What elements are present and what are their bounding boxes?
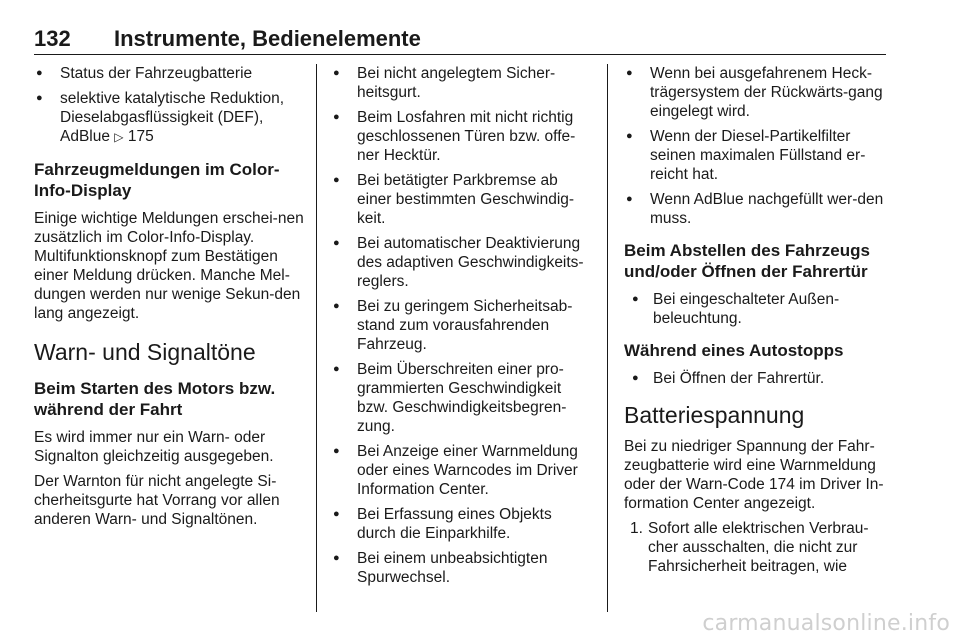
page-reference-arrow-icon: ▷ [114, 130, 124, 144]
list-item: ● Bei zu geringem Sicherheitsab-stand zum vorausfahrenden Fahrzeug. [331, 297, 593, 354]
list-item: ● Bei Öffnen der Fahrertür. [624, 369, 888, 388]
paragraph: Einige wichtige Meldungen erschei-nen zusätzlich im Color-Info-Display. Multifunktionsknopf zum Bestätigen einer Meldung drücken. Manche Mel-dungen werden nur wenige Sekun-den lang angezeigt. [34, 210, 304, 322]
bullet-list [624, 369, 888, 388]
bullet-list [624, 64, 888, 228]
list-item: ● Beim Überschreiten einer pro-grammierten Geschwindigkeit bzw. Geschwindigkeitsbegren-zung. [331, 360, 593, 436]
heading-abstellen: Beim Abstellen des Fahrzeugs und/oder Öffnen der Fahrertür [624, 241, 870, 281]
list-item: ● Bei eingeschalteter Außen-beleuchtung. [624, 290, 888, 328]
page-header [34, 26, 886, 55]
column-2 [331, 64, 593, 593]
list-item [624, 519, 888, 576]
heading-color-info-display: Fahrzeugmeldungen im Color-Info-Display [34, 160, 280, 200]
list-item: ● Wenn bei ausgefahrenem Heck-trägersystem der Rückwärts-gang eingelegt wird. [624, 64, 888, 121]
column-1 [34, 64, 304, 535]
page-reference[interactable]: 175 [127, 128, 154, 145]
paragraph: Es wird immer nur ein Warn- oder Signalton gleichzeitig ausgegeben. [34, 429, 274, 465]
list-item: ● Bei Anzeige einer Warnmeldung oder eines Warncodes im Driver Information Center. [331, 442, 593, 499]
heading-autostopp: Während eines Autostopps [624, 341, 844, 360]
section-title-warn-signaltoene: Warn- und Signaltöne [34, 339, 256, 365]
list-item: ● Beim Losfahren mit nicht richtig geschlossenen Türen bzw. offe-ner Hecktür. [331, 108, 593, 165]
watermark: carmanualsonline.info [702, 611, 950, 636]
bullet-list [331, 64, 593, 587]
bullet-list [34, 64, 304, 147]
list-item: ● Bei Erfassung eines Objekts durch die Einparkhilfe. [331, 505, 593, 543]
list-item: ● Bei einem unbeabsichtigten Spurwechsel. [331, 549, 593, 587]
list-item: ● Wenn der Diesel-Partikelfilter seinen maximalen Füllstand er-reicht hat. [624, 127, 888, 184]
column-divider-1 [316, 64, 317, 612]
heading-motorstart: Beim Starten des Motors bzw. während der Fahrt [34, 379, 276, 419]
bullet-list [624, 290, 888, 328]
section-title-batteriespannung: Batteriespannung [624, 402, 805, 428]
page-number: 132 [34, 26, 71, 51]
list-item [34, 89, 304, 147]
numbered-list [624, 519, 888, 576]
step-text: Sofort alle elektrischen Verbrau-cher ausschalten, die nicht zur Fahrsicherheit beitragen, wie [648, 520, 869, 575]
paragraph: Bei zu niedriger Spannung der Fahr-zeugbatterie wird eine Warnmeldung oder der Warn-Code 174 im Driver In-formation Center angezeigt. [624, 438, 884, 512]
paragraph: Der Warnton für nicht angelegte Si-cherheitsgurte hat Vorrang vor allen anderen Warn- und Signaltönen. [34, 473, 280, 528]
list-item: ● Bei automatischer Deaktivierung des adaptiven Geschwindigkeits-reglers. [331, 234, 593, 291]
list-item: ● Bei betätigter Parkbremse ab einer bestimmten Geschwindig-keit. [331, 171, 593, 228]
list-item-text: selektive katalytische Reduktion, Dieselabgasflüssigkeit (DEF), AdBlue [60, 90, 285, 145]
column-divider-2 [607, 64, 608, 612]
list-item: ● Wenn AdBlue nachgefüllt wer-den muss. [624, 190, 888, 228]
column-3 [624, 64, 888, 576]
step-number: 1. [630, 520, 643, 537]
list-item: ● Bei nicht angelegtem Sicher-heitsgurt. [331, 64, 593, 102]
list-item: ● Status der Fahrzeugbatterie [34, 64, 304, 83]
chapter-title: Instrumente, Bedienelemente [114, 26, 421, 51]
